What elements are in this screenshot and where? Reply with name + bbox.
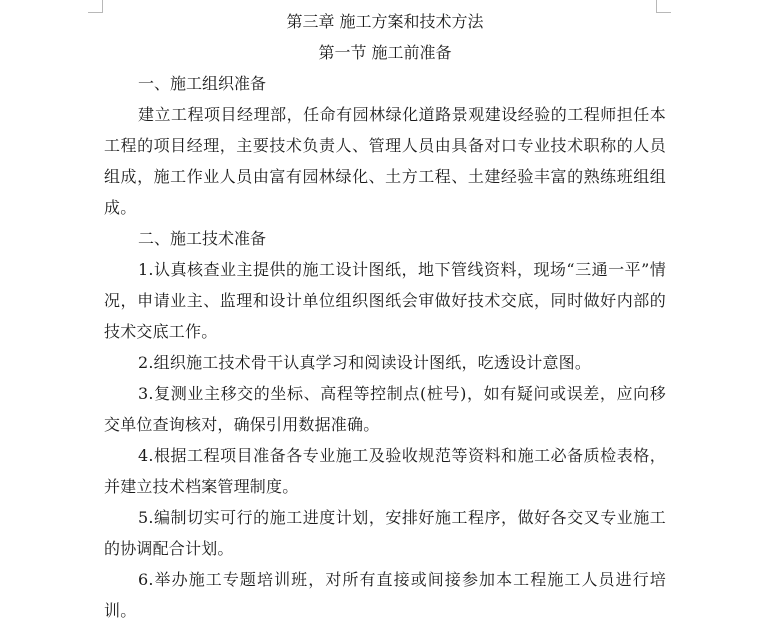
list-item-5: 5.编制切实可行的施工进度计划，安排好施工程序，做好各交叉专业施工的协调配合计划。 <box>104 508 666 558</box>
list-item-1: 1.认真核查业主提供的施工设计图纸，地下管线资料，现场“三通一平”情况，申请业主、监理和设计单位组织图纸会审做好技术交底，同时做好内部的技术交底工作。 <box>104 260 666 341</box>
paragraph-organization: 建立工程项目经理部，任命有园林绿化道路景观建设经验的工程师担任本工程的项目经理，主要技术负责人、管理人员由具备对口专业技术职称的人员组成，施工作业人员由富有园林绿化、土方工程、土建经验丰富的熟练班组组成。 <box>104 105 666 217</box>
heading-organization-preparation: 一、施工组织准备 <box>138 74 267 93</box>
chapter-title: 第三章 施工方案和技术方法 <box>286 12 484 31</box>
section-title: 第一节 施工前准备 <box>318 43 452 62</box>
margin-mark-top-left <box>88 0 103 13</box>
list-item-6: 6.举办施工专题培训班，对所有直接或间接参加本工程施工人员进行培训。 <box>104 570 666 620</box>
list-item-3: 3.复测业主移交的坐标、高程等控制点(桩号)，如有疑问或误差，应向移交单位查询核对，确保引用数据准确。 <box>104 384 666 434</box>
heading-technical-preparation: 二、施工技术准备 <box>138 229 267 248</box>
list-item-4: 4.根据工程项目准备各专业施工及验收规范等资料和施工必备质检表格，并建立技术档案管理制度。 <box>104 446 666 496</box>
list-item-2: 2.组织施工技术骨干认真学习和阅读设计图纸，吃透设计意图。 <box>138 353 592 372</box>
document-body <box>104 6 666 626</box>
